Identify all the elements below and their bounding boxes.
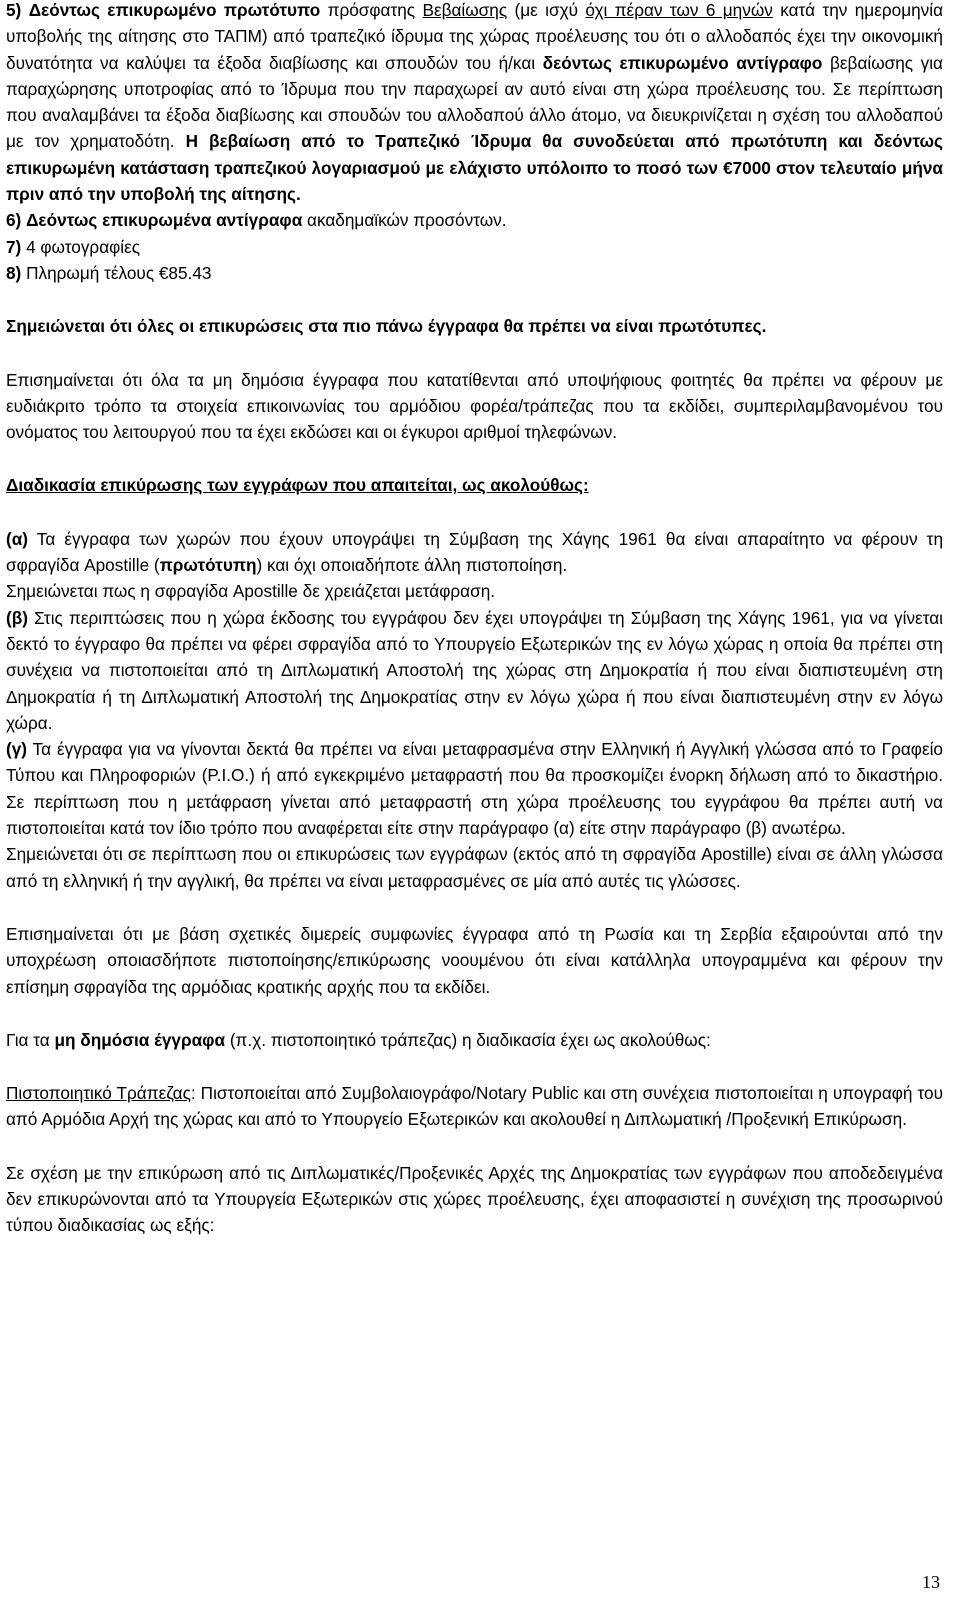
body-text: : Πιστοποιείται από Συμβολαιογράφο/Notary Public και στη συνέχεια πιστοποιείται η υπογραφή του από Αρμόδια Αρχή της χώρας και από το Υπουργείο Εξωτερικών και ακολουθεί η Διπλωματική /Προξενική Επικύρωση. [6, 1083, 943, 1130]
paragraph-a [6, 526, 943, 579]
diplomatic-authorities-paragraph: Σε σχέση με την επικύρωση από τις Διπλωματικές/Προξενικές Αρχές της Δημοκρατίας των εγγράφων που αποδεδειγμένα δεν επικυρώνονται από τα Υπουργεία Εξωτερικών στις χώρες προέλευσης, έχει αποφασιστεί η συνέχιση της προσωρινού τύπου διαδικασίας ως εξής: [6, 1162, 943, 1236]
russia-serbia-paragraph: Επισημαίνεται ότι με βάση σχετικές διμερείς συμφωνίες έγγραφα από τη Ρωσία και τη Σερβία εξαιρούνται από την υποχρέωση οποιασδήποτε πιστοποίησης/επικύρωσης νοουμένου ότι είναι κατάλληλα υπογραμμένα και φέρουν την επίσημη σφραγίδα της αρμόδιας κρατικής αρχής που τα εκδίδει. [6, 923, 943, 997]
emphasis-text: δεόντως επικυρωμένο αντίγραφο [542, 52, 823, 73]
contact-details-paragraph: Επισημαίνεται ότι όλα τα μη δημόσια έγγραφα που κατατίθενται από υποψήφιους φοιτητές θα πρέπει να φέρουν με ευδιάκριτο τρόπο τα στοιχεία επικοινωνίας του αρμόδιου φορέα/τράπεζας που τα εκδίδει, συμπεριλαμβανομένου του ονόματος του λειτουργού που τα έχει εκδώσει και οι έγκυροι αριθμοί τηλεφώνων. [6, 369, 943, 443]
procedure-heading [6, 472, 943, 498]
body-text: Πληρωμή τέλους €85.43 [21, 262, 212, 283]
body-text: (με ισχύ [507, 0, 586, 20]
paragraph-label: (α) [6, 528, 29, 549]
paragraph-b [6, 605, 943, 736]
requirement-item-7 [6, 234, 943, 260]
bank-statement-requirement: Η βεβαίωση από το Τραπεζικό Ίδρυμα θα συνοδεύεται από πρωτότυπη και δεόντως επικυρωμένη κατάσταση τραπεζικού λογαριασμού με ελάχιστο υπόλοιπο το ποσό των €7000 στον τελευταίο μήνα πριν από την υποβολή της αίτησης. [6, 131, 943, 205]
paragraph-c [6, 736, 943, 841]
paragraph-label: (β) [6, 607, 28, 628]
body-text: Στις περιπτώσεις που η χώρα έκδοσης του εγγράφου δεν έχει υπογράψει τη Σύμβαση της Χάγης 1961, για να γίνεται δεκτό το έγγραφο θα πρέπει να φέρει σφραγίδα από το Υπουργείο Εξωτερικών της εν λόγω χώρας η οποία θα πρέπει στη συνέχεια να πιστοποιείται από τη Διπλωματική Αποστολή της χώρας στη Δημοκρατία ή που είναι διαπιστευμένη στη Δημοκρατία ή τη Διπλωματική Αποστολή της Δημοκρατίας στην εν λόγω χώρα ή που είναι διαπιστευμένη στην εν λόγω χώρα. [6, 607, 943, 733]
page-number: 13 [922, 1572, 940, 1592]
non-public-documents-paragraph [6, 1027, 943, 1053]
originals-note-text: Σημειώνεται ότι όλες οι επικυρώσεις στα πιο πάνω έγγραφα θα πρέπει να είναι πρωτότυπες. [6, 316, 767, 337]
procedure-heading-text: Διαδικασία επικύρωσης των εγγράφων που απαιτείται, ως ακολούθως: [6, 475, 589, 496]
requirement-item-5 [6, 0, 943, 207]
requirement-item-6 [6, 207, 943, 233]
item-number: 7) [6, 236, 22, 257]
requirement-item-8 [6, 260, 943, 286]
translation-note: Σημειώνεται ότι σε περίπτωση που οι επικυρώσεις των εγγράφων (εκτός από τη σφραγίδα Apostille) είναι σε άλλη γλώσσα από τη ελληνική ή την αγγλική, θα πρέπει να είναι μεταφρασμένες σε μία από αυτές τις γλώσσες. [6, 844, 943, 891]
emphasis-text: Δεόντως επικυρωμένα αντίγραφα [26, 210, 303, 231]
body-text: ακαδημαϊκών προσόντων. [302, 210, 507, 231]
item-number: 6) [6, 210, 22, 231]
body-text: βεβαίωσης για παραχώρησης υποτροφίας από το Ίδρυμα που την παραχωρεί αν αυτό είναι στη χώρα προέλευσης του. Σε περίπτωση που αναλαμβάνει τα έξοδα διαβίωσης και σπουδών του αλλοδαπού άλλο άτομο, να διευκρινίζεται η σχέση του αλλοδαπού με τον χρηματοδότη. [6, 52, 943, 152]
body-text: (π.χ. πιστοποιητικό τράπεζας) η διαδικασία έχει ως ακολούθως: [225, 1029, 711, 1050]
underlined-text: όχι πέραν των 6 μηνών [585, 0, 773, 20]
body-text: 4 φωτογραφίες [21, 236, 141, 257]
bank-certificate-label: Πιστοποιητικό Τράπεζας [6, 1083, 191, 1104]
underlined-text: Βεβαίωσης [422, 0, 508, 20]
body-text: ) και όχι οποιαδήποτε άλλη πιστοποίηση. [256, 555, 568, 576]
body-text: κατά την ημερομηνία υποβολής της αίτησης στο ΤΑΠΜ) από τραπεζικό ίδρυμα της χώρας προέλευσης του ότι ο αλλοδαπός έχει την οικονομική δυνατότητα να καλύψει τα έξοδα διαβίωσης και σπουδών του ή/και [6, 0, 944, 73]
body-text: πρόσφατης [320, 0, 423, 20]
bank-certificate-paragraph [6, 1080, 943, 1133]
body-text: Για τα [6, 1029, 55, 1050]
paragraph-label: (γ) [6, 739, 28, 760]
apostille-note: Σημειώνεται πως η σφραγίδα Apostille δε χρειάζεται μετάφραση. [6, 581, 496, 602]
emphasis-text: μη δημόσια έγγραφα [54, 1029, 226, 1050]
emphasis-text: πρωτότυπη [159, 555, 257, 576]
body-text: Τα έγγραφα για να γίνονται δεκτά θα πρέπει να είναι μεταφρασμένα στην Ελληνική ή Αγγλική γλώσσα από το Γραφείο Τύπου και Πληροφοριών (Ρ.Ι.Ο.) ή από εγκεκριμένο μεταφραστή που θα προσκομίζει ένορκη δήλωση από το δικαστήριο. Σε περίπτωση που η μετάφραση γίνεται από μεταφραστή στη χώρα προέλευσης του εγγράφου θα πρέπει αυτή να πιστοποιείται κατά τον ίδιο τρόπο που αναφέρεται είτε στην παράγραφο (α) είτε στην παράγραφο (β) ανωτέρω. [6, 739, 943, 839]
body-text: Τα έγγραφα των χωρών που έχουν υπογράψει τη Σύμβαση της Χάγης 1961 θα είναι απαραίτητο να φέρουν τη σφραγίδα Apostille ( [6, 528, 943, 576]
emphasis-text: Δεόντως επικυρωμένο πρωτότυπο [28, 0, 321, 20]
originals-note [6, 313, 943, 339]
item-number: 5) [6, 0, 22, 20]
item-number: 8) [6, 262, 22, 283]
